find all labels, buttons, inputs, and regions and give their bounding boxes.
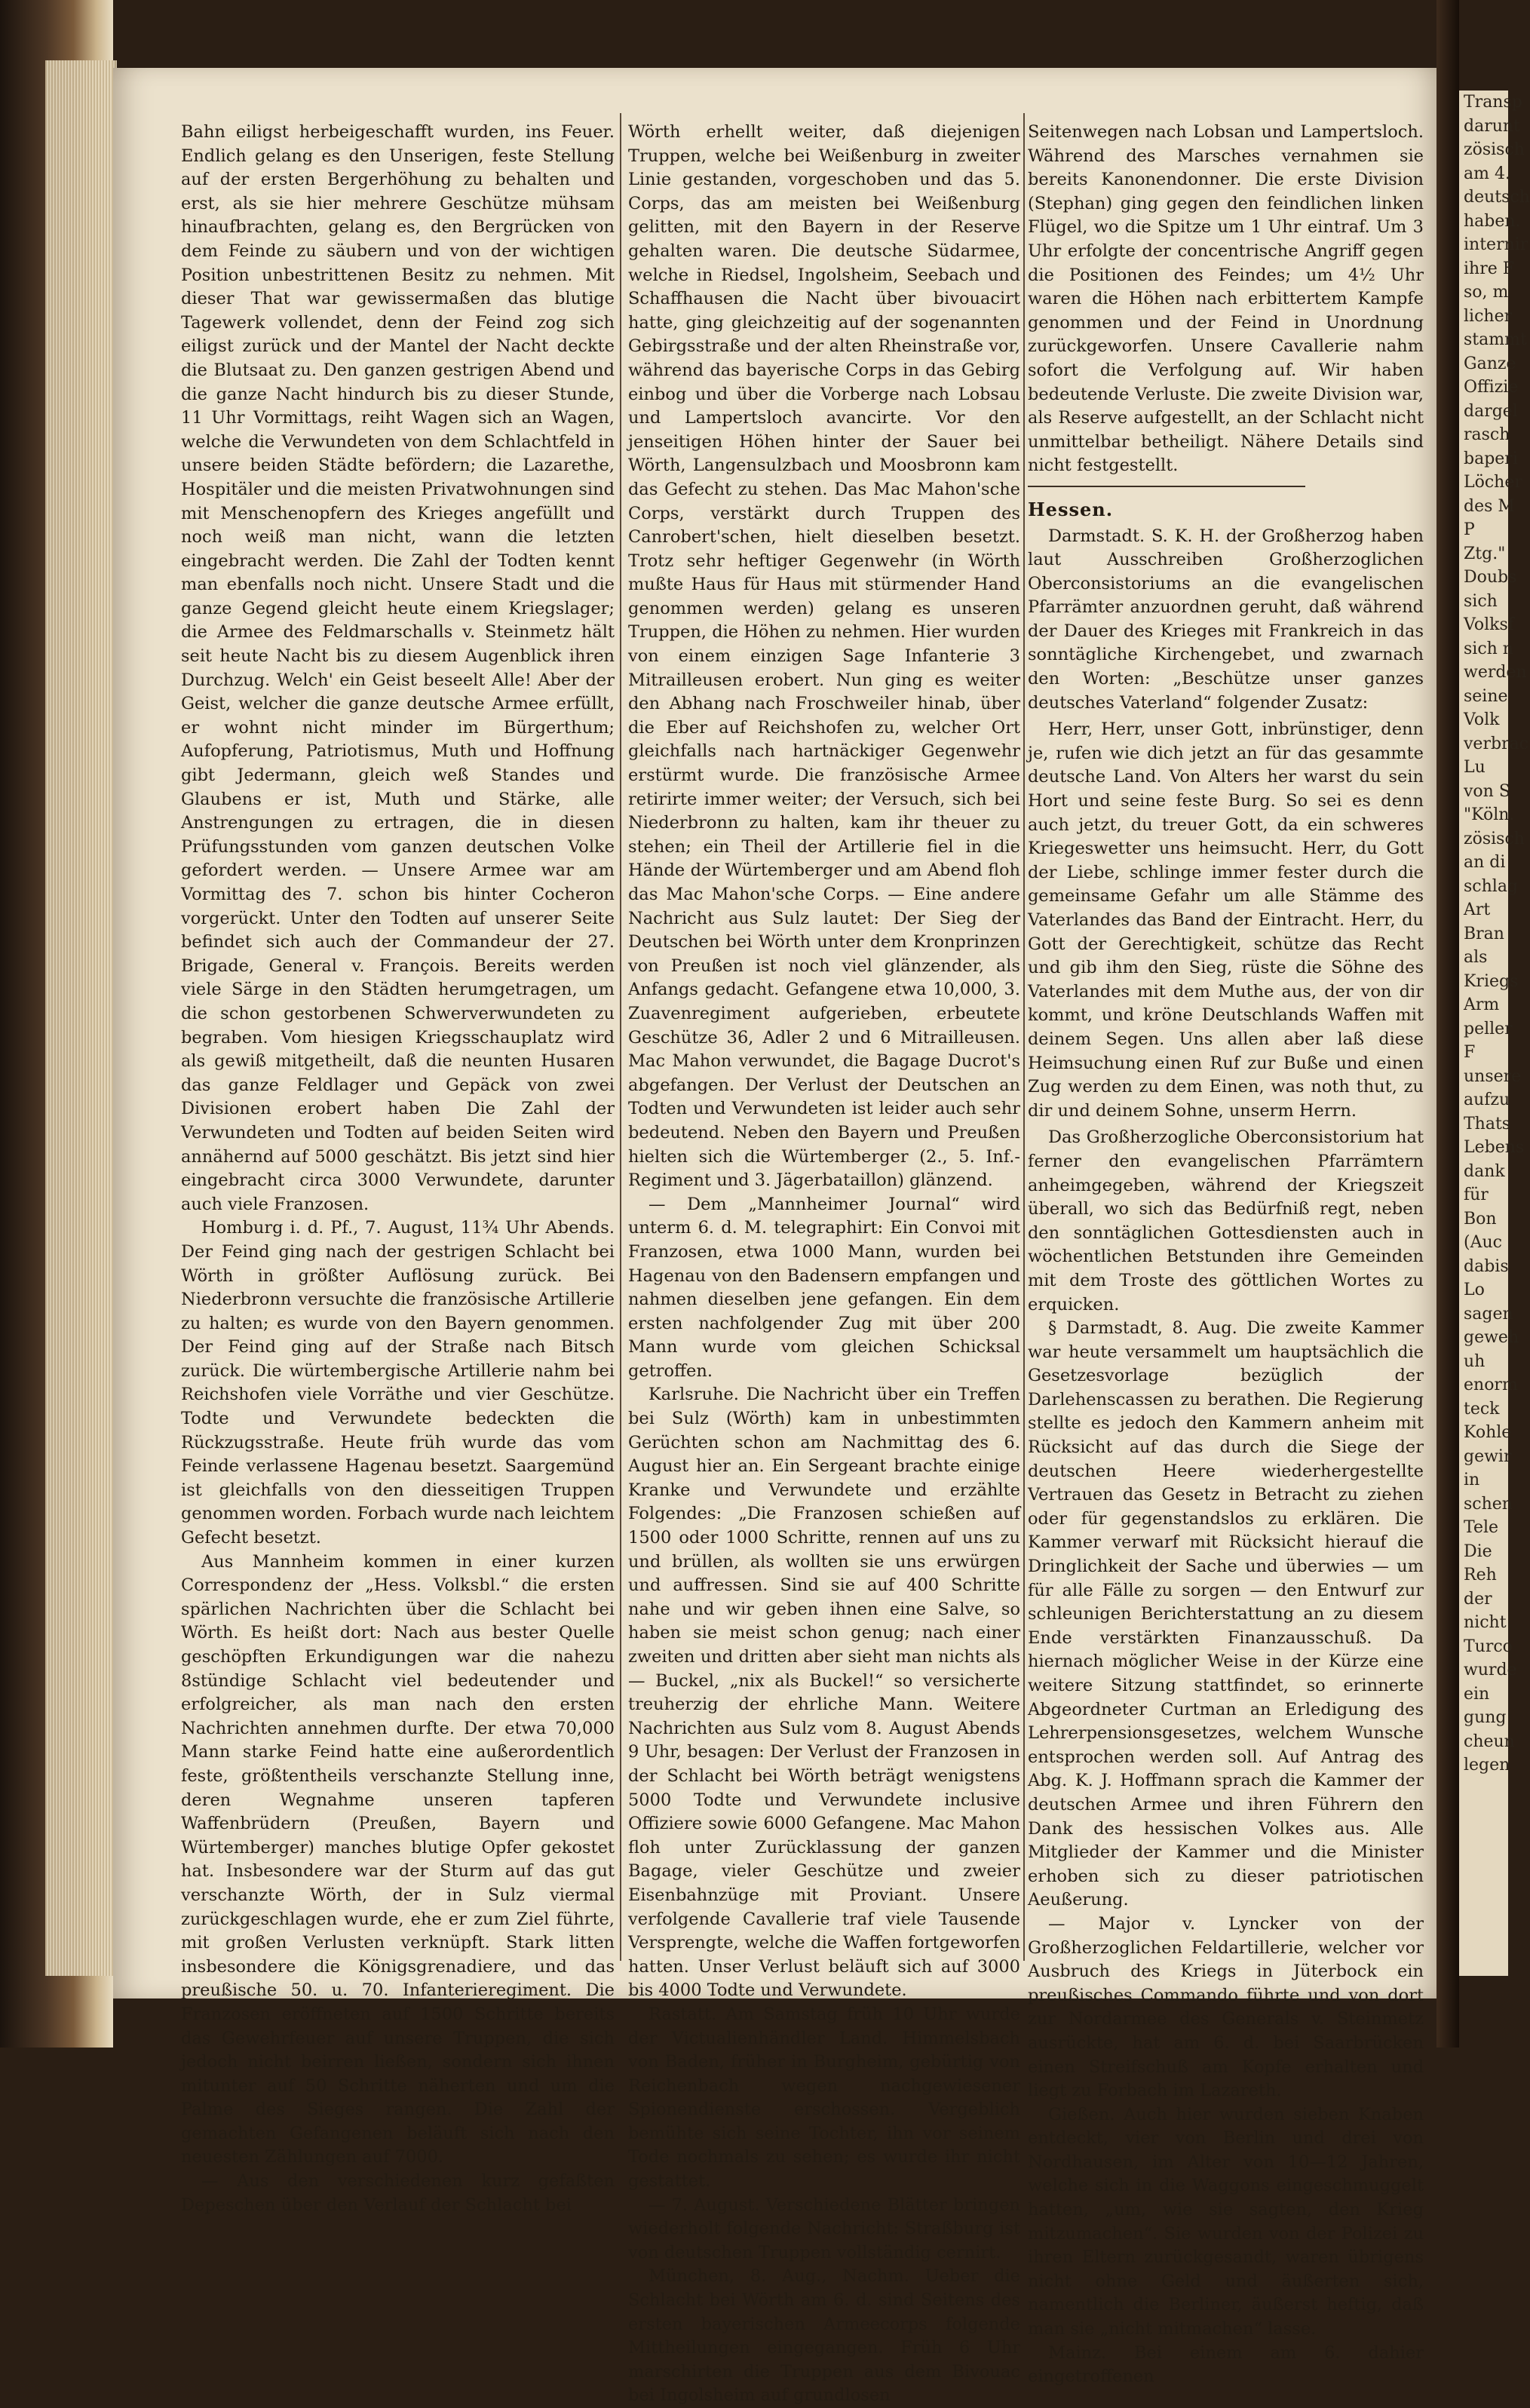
section-divider [1028, 486, 1305, 487]
article-paragraph: § Darmstadt, 8. Aug. Die zweite Kammer war heute versammelt um hauptsächlich die Gesetzesvorlage bezüglich der Darlehenscassen zu berathen. Die Regierung stellte es jedoch den Kammern anheim mit Rücksicht auf das durch die Siege der deutschen Heere wiederhergestellte Vertrauen das Gesetz in Betracht zu ziehen oder für gegenstandslos zu erklären. Die Kammer verwarf mit Rücksicht hierauf die Dringlichkeit der Sache und überwies — um für alle Fälle zu sorgen — den Entwurf zur schleunigen Berichterstattung an zu diesem Ende verstärkten Finanzausschuß. Da hiernach möglicher Weise in der Kürze eine weitere Sitzung stattfindet, so erinnerte Abgeordneter Curtman an Erledigung des Lehrerpensionsgesetzes, welchem Wunsche entsprochen werden soll. Auf Antrag des Abg. K. J. Hoffmann sprach die Kammer der deutschen Armee und ihren Führern den Dank des hessischen Volkes aus. Alle Mitglieder der Kammer und die Minister erhoben sich zu dieser patriotischen Aeußerung. [1028, 1318, 1424, 1910]
article-paragraph: Darmstadt. S. K. H. der Großherzog haben laut Ausschreiben Großherzoglichen Oberconsistoriums an die evangelischen Pfarrämter anzuordnen geruht, daß während der Dauer des Krieges mit Frankreich in das sonntägliche Kirchengebet, und zwarnach den Worten: „Beschütze unser ganzes deutsches Vaterland“ folgender Zusatz: [1028, 526, 1424, 713]
prayer-text: Herr, Herr, unser Gott, inbrünstiger, denn je, rufen wie dich jetzt an für das gesammte deutsche Land. Von Alters her warst du sein Hort und seine feste Burg. So sei es denn auch jetzt, du treuer Gott, da ein schweres Kriegeswetter uns heimsucht. Herr, du Gott der Liebe, schlinge immer fester durch die gemeinsame Gefahr um alle Stämme des Vaterlandes das Band der Eintracht. Herr, du Gott der Gerechtigkeit, schütze das Recht und gib ihm den Sieg, rüste die Söhne des Vaterlandes mit dem Muthe aus, der von dir kommt, und kröne Deutschlands Waffen mit deinem Segen. Uns allen aber laß diese Heimsuchung einen Ruf zur Buße und einen Zug werden zu dem Einen, was noth thut, zu dir und deinem Sohne, unserm Herrn. [1028, 719, 1424, 1121]
next-page-line: zösisch [1464, 829, 1525, 848]
article-paragraph: Seitenwegen nach Lobsan und Lampertsloch. Während des Marsches vernahmen sie bereits Kanonendonner. Die erste Division (Stephan) ging gegen den feindlichen linken Flügel, wo die Spitze um 1 Uhr eintraf. Um 3 Uhr erfolgte der concentrische Angriff gegen die Positionen des Feindes; um 4½ Uhr waren die Höhen nach erbittertem Kampfe genommen und der Feind in Unordnung zurückgeworfen. Unsere Cavallerie nahm sofort die Verfolgung auf. Wir haben bedeutende Verluste. Die zweite Division war, als Reserve aufgestellt, an der Schlacht nicht unmittelbar betheiligt. Nähere Details sind nicht festgestellt. [1028, 122, 1424, 476]
next-page-line: Transp [1464, 93, 1522, 112]
next-page-line: aufzu [1464, 1091, 1510, 1109]
next-page-line: gung [1464, 1708, 1507, 1727]
next-page-line: am 4. [1464, 164, 1510, 183]
next-page-line: darunt [1464, 116, 1520, 136]
article-paragraph: Mainz. Bei einem am 6. dahier eingetroffenen [1028, 2342, 1424, 2387]
next-page-line: Doubs [1464, 568, 1517, 587]
next-page-line: P [1464, 520, 1475, 539]
article-paragraph: — Dem „Mannheimer Journal“ wird unterm 6. d. M. telegraphirt: Ein Convoi mit Franzosen, etwa 1000 Mann, wurden bei Hagenau von den Badensern empfangen und nahmen dieselben jene gefangen. Ein dem ersten nachfolgender Zug mit über 200 Mann wurde vom gleichen Schicksal getroffen. [628, 1194, 1020, 1381]
next-page-line: für [1464, 1186, 1489, 1204]
next-page-line: internir [1464, 235, 1528, 254]
next-page-line: dargel [1464, 401, 1518, 421]
next-page-line: ihre F [1464, 259, 1514, 278]
next-page-line: Kriegs [1464, 971, 1519, 991]
next-page-line: Bon [1464, 1209, 1497, 1229]
next-page-line: sich [1464, 591, 1498, 611]
column-2 [628, 121, 1020, 2408]
next-page-line: als [1464, 948, 1488, 967]
article-paragraph: München, 8. Aug., Nachm. Ueber die Schlacht bei Wörth am 6. d. sind Seitens des ersten bayerischen Armeecorps folgende Mittheilungen eingegangen. Früh 6 Uhr marschirten die Truppen aus dem Bivouac bei Ingolsheim auf grundlosen [628, 2266, 1020, 2406]
article-paragraph: Aus Mannheim kommen in einer kurzen Correspondenz der „Hess. Volksbl.“ die ersten spärlichen Nachrichten über die Schlacht bei Wörth. Es heißt dort: Nach aus bester Quelle geschöpften Erkundigungen war die nahezu 8stündige Schlacht viel bedeutender und erfolgreicher, als man nach den ersten Nachrichten annehmen durfte. Der etwa 70,000 Mann starke Feind hatte eine außerordentlich feste, größtentheils verschanzte Stellung inne, deren Wegnahme unseren tapferen Waffenbrüdern (Preußen, Bayern und Würtemberger) manches blutige Opfer gekostet hat. Insbesondere war der Sturm auf das gut verschanzte Wörth, der in Sulz viermal zurückgeschlagen wurde, ehe er zum Ziel führte, mit großen Verlusten verknüpft. Stark litten insbesondere die Königsgrenadiere, und das preußische 50. u. 70. Infanterieregiment. Die Franzosen eröffneten auf 1500 Schritte bereits das Gewehrfeuer auf unsere Truppen, die sich jedoch nicht beirren ließen, sondern sich ihnen mitunter auf 50 Schritte näherten und um die Palme des Sieges rangen. Die Zahl der gemachten Gefangenen beläuft sich nach den neuesten Zählungen auf 7000. [181, 1551, 615, 2167]
article-paragraph: Wörth erhellt weiter, daß diejenigen Truppen, welche bei Weißenburg in zweiter Linie gestanden, vorgeschoben und das 5. Corps, das am meisten bei Weißenburg gelitten, mit den Bayern in der Reserve gehalten waren. Die deutsche Südarmee, welche in Riedsel, Ingolsheim, Seebach und Schaffhausen die Nacht über bivouacirt hatte, ging gleichzeitig auf der sogenannten Gebirgsstraße und der alten Rheinstraße vor, während das bayerische Corps in das Gebirg einbog und über die Vorberge nach Lobsau und Lampertsloch avancirte. Vor den jenseitigen Höhen hinter der Sauer bei Wörth, Langensulzbach und Moosbronn kam das Gefecht zu stehen. Das Mac Mahon'sche Corps, verstärkt durch Truppen des Canrobert'schen, hielt dieselben besetzt. Trotz sehr heftiger Gegenwehr (in Wörth mußte Haus für Haus mit stürmender Hand genommen werden) gelang es unseren Truppen, die Höhen zu nehmen. Hier wurden von einem einzigen Sage Infanterie 3 Mitrailleusen erobert. Nun ging es weiter den Abhang nach Froschweiler hinab, über die Eber auf Reichshofen zu, welcher Ort gleichfalls nach hartnäckiger Gegenwehr erstürmt wurde. Die französische Armee retirirte immer weiter; der Versuch, sich bei Niederbronn zu halten, kam ihr theuer zu stehen; ein Theil der Artillerie fiel in die Hände der Würtemberger und am Abend floh das Mac Mahon'sche Corps. — Eine andere Nachricht aus Sulz lautet: Der Sieg der Deutschen bei Wörth unter dem Kronprinzen von Preußen ist noch viel glänzender, als Anfangs gedacht. Gefangene etwa 10,000, 3. Zuavenregiment aufgerieben, erbeutete Geschütze 36, Adler 2 und 6 Mitrailleusen. Mac Mahon verwundet, die Bagage Ducrot's abgefangen. Der Verlust der Deutschen an Todten und Verwundeten ist leider auch sehr bedeutend. Neben den Bayern und Preußen hielten sich die Würtemberger (2., 5. Inf.-Regiment und 3. Jägerbataillon) glänzend. [628, 122, 1020, 1191]
next-page-line: haben. [1464, 211, 1521, 231]
next-page-line: dank [1464, 1161, 1505, 1181]
next-page-line: werden [1464, 663, 1527, 682]
next-page-line: (Auc [1464, 1233, 1502, 1252]
next-page-line: sagen [1464, 1304, 1513, 1324]
next-page-line: Lebens [1464, 1138, 1525, 1157]
next-page-line: teck [1464, 1399, 1500, 1419]
article-paragraph: Karlsruhe. Die Nachricht über ein Treffen bei Sulz (Wörth) kam in unbestimmten Gerüchten schon am Nachmittag des 6. August hier an. Ein Sergeant brachte einige Kranke und Verwundete und erzählte Folgendes: „Die Franzosen schießen auf 1500 oder 1000 Schritte, rennen auf uns zu und brüllen, als wollten sie uns erwürgen und auffressen. Sind sie auf 400 Schritte nahe und wir geben ihnen eine Salve, so haben sie meist schon genug; nach einer zweiten und dritten aber sieht man nichts als — Buckel, „nix als Buckel!“ so versicherte treuherzig der ehrliche Mann. Weitere Nachrichten aus Sulz vom 8. August Abends 9 Uhr, besagen: Der Verlust der Franzosen in der Schlacht bei Wörth beträgt wenigstens 5000 Todte und Verwundete inclusive Offiziere sowie 6000 Gefangene. Mac Mahon floh unter Zurücklassung der ganzen Bagage, vieler Geschütze und zweier Eisenbahnzüge mit Proviant. Unsere verfolgende Cavallerie traf viele Tausende Versprengte, welche die Waffen fortgeworfen hatten. Unser Verlust beläuft sich auf 3000 bis 4000 Todte und Verwundete. [628, 1385, 1020, 2001]
next-page-line: Thats [1464, 1114, 1511, 1133]
next-page-line: verbrac [1464, 734, 1529, 753]
next-page-line: ein [1464, 1684, 1490, 1704]
article-paragraph: Rastatt. Am Samstag früh 10 Uhr wurde der Victualienhändler Land. Himmelsbach von Baden, früher in Burgheim, gebürtig von Reichenbach wegen nachgewiesener Spionendienste erschossen. Vergeblich bemühte sich seine Tochter, ihn vor seinem Tode nochmals zu sehen; es wurde ihr nicht gestattet. [628, 2004, 1020, 2192]
next-page-fragment [1459, 90, 1530, 1976]
next-page-line: uh [1464, 1351, 1486, 1371]
next-page-line: wurde [1464, 1661, 1517, 1679]
section-heading: Hessen. [1028, 498, 1114, 520]
next-page-line: an di [1464, 853, 1506, 872]
next-page-line: von S [1464, 781, 1510, 801]
article-paragraph: Homburg i. d. Pf., 7. August, 11¾ Uhr Abends. Der Feind ging nach der gestrigen Schlacht bei Wörth in größter Auflösung zurück. Bei Niederbronn versuchte die französische Artillerie zu halten; es wurde von den Bayern genommen. Der Feind ging auf der Straße nach Bitsch zurück. Die würtembergische Artillerie nahm bei Reichshofen viele Vorräthe und vier Geschütze. Todte und Verwundete bedeckten die Rückzugsstraße. Heute früh wurde das vom Feinde verlassene Hagenau besetzt. Saargemünd ist gleichfalls von den diesseitigen Truppen genommen worden. Forbach wurde nach leichtem Gefecht besetzt. [181, 1218, 615, 1548]
next-page-line: der [1464, 1589, 1492, 1609]
next-page-line: Löcher [1464, 473, 1522, 492]
next-page-line: Lu [1464, 758, 1486, 777]
next-page-line: legen [1464, 1756, 1510, 1775]
article-paragraph: — 7. August. Verschiedene Blätter bringen wiederholt folgende Nachricht: Straßburg ist von deutschen Truppen vollständig cernirt. [628, 2195, 1020, 2262]
next-page-line: Offizie [1464, 378, 1519, 397]
article-paragraph: — Major v. Lyncker von der Großherzoglichen Feldartillerie, welcher vor Ausbruch des Kriegs in Jüterbock ein preußisches Commando führte und von dort zur Nordarmee des Generals v. Steinmetz ausrückte, hat am 6. d. bei Saarbrücken einen Streifschuß am Kopfe erhalten und liegt zu Forbach im Lazareth. [1028, 1913, 1424, 2101]
next-page-line: enorm [1464, 1376, 1518, 1394]
next-page-line: Die [1464, 1541, 1492, 1561]
next-page-line: deutsch [1464, 188, 1530, 207]
next-page-line: Reh [1464, 1566, 1497, 1584]
next-page-line: zösisch [1464, 140, 1525, 159]
next-page-line: Lo [1464, 1281, 1485, 1299]
next-page-line: in [1464, 1471, 1480, 1489]
article-paragraph: Das Großherzogliche Oberconsistorium hat ferner den evangelischen Pfarrämtern anheimgegeben, während der Kriegszeit überall, wo sich das Bedürfniß regt, neben den sonntäglichen Gottesdiensten auch in wöchentlichen Betstunden ihre Gemeinden mit dem Troste des göttlichen Wortes zu erquicken. [1028, 1127, 1424, 1314]
next-page-line: Tele [1464, 1518, 1499, 1537]
next-page-line: Ganze [1464, 354, 1516, 373]
next-page-line: licher [1464, 306, 1513, 326]
next-page-line: Bran [1464, 924, 1504, 943]
next-page-line: dabis [1464, 1256, 1509, 1276]
next-page-line: geweh [1464, 1328, 1519, 1347]
next-page-line: seine [1464, 686, 1508, 706]
next-page-line: sich n [1464, 639, 1513, 658]
next-page-line: F [1464, 1043, 1476, 1062]
next-page-line: schen [1464, 1494, 1513, 1514]
next-page-line: unsere [1464, 1066, 1522, 1086]
page-edges [45, 60, 117, 1976]
column-rule-1 [620, 113, 621, 1961]
next-page-line: Kohle [1464, 1423, 1512, 1442]
next-page-line: nicht [1464, 1613, 1507, 1632]
column-1 [181, 121, 615, 2217]
next-page-line: "Köln. [1464, 805, 1515, 824]
next-page-line: Art [1464, 900, 1491, 919]
next-page-line: baperi [1464, 449, 1518, 468]
article-paragraph: — Aus den verschiedenen kurz gefaßten Depeschen über den Verlauf der Schlacht bei [181, 2171, 615, 2215]
next-page-line: rasch [1464, 425, 1510, 444]
next-page-line: cheun [1464, 1732, 1515, 1751]
next-page-line: stammt [1464, 330, 1527, 349]
next-page-line: des M [1464, 496, 1515, 516]
next-page-line: schlag [1464, 876, 1519, 896]
article-paragraph: Bahn eiligst herbeigeschafft wurden, ins Feuer. Endlich gelang es den Unserigen, feste Stellung auf der ersten Bergerhöhung zu behalten und erst, als sie hier mehrere Geschütze mühsam hinaufbrachten, gelang es, den Bergrücken von dem Feinde zu säubern und von der wichtigen Position unbestrittenen Besitz zu nehmen. Mit dieser That war gewissermaßen das blutige Tagewerk vollendet, denn der Feind zog sich eiligst zurück und der Mantel der Nacht deckte die Blutsaat zu. Den ganzen gestrigen Abend und die ganze Nacht hindurch bis zu dieser Stunde, 11 Uhr Vormittags, reiht Wagen sich an Wagen, welche die Verwundeten von dem Schlachtfeld in unsere beiden Städte befördern; die Lazarethe, Hospitäler und die meisten Privatwohnungen sind mit Menschenopfern des Krieges angefüllt und noch weiß man nicht, wann die letzten eingebracht werden. Die Zahl der Todten kennt man ebenfalls noch nicht. Unsere Stadt und die ganze Gegend gleicht heute einem Kriegslager; die Armee des Feldmarschalls v. Steinmetz hält seit heute Nacht bis zu diesem Augenblick ihren Durchzug. Welch' ein Geist beseelt Alle! Aber der Geist, welcher die ganze deutsche Armee erfüllt, er wohnt nicht minder im Bürgerthum; Aufopferung, Patriotismus, Muth und Hoffnung gibt Jedermann, gleich weß Standes und Glaubens er ist, Muth und Stärke, alle Anstrengungen zu ertragen, die in diesen Prüfungsstunden vom ganzen deutschen Volke gefordert werden. — Unsere Armee war am Vormittag des 7. schon bis hinter Cocheron vorgerückt. Unter den Todten auf unserer Seite befindet sich auch der Commandeur der 27. Brigade, General v. François. Bereits werden viele Särge in den Städten herumgetragen, um die schon gestorbenen Schwerverwundeten zu begraben. Vom hiesigen Kriegsschauplatz wird als gewiß mitgetheilt, daß die neunten Husaren das ganze Feldlager und Gepäck von zwei Divisionen erobert haben Die Zahl der Verwundeten und Todten auf beiden Seiten wird annähernd auf 5000 geschätzt. Bis jetzt sind hier eingebracht circa 3000 Verwundete, darunter auch viele Franzosen. [181, 122, 615, 1214]
column-rule-2 [1023, 113, 1025, 1961]
next-page-line: Ztg." [1464, 544, 1506, 563]
next-page-line: Volksf [1464, 615, 1514, 634]
book-gutter [1436, 0, 1459, 2048]
next-page-line: gewir [1464, 1446, 1512, 1466]
next-page-line: peller [1464, 1019, 1513, 1038]
next-page-line: Arm [1464, 995, 1500, 1014]
article-paragraph: Gießen. Auch hier wurden sieben Knaben entdeckt, vier von Berlin und drei von Nordhausen, im Alter von 10—12 Jahren, welche sich in die Waggons eingeschmuggelt hatten, „um, wie sie sagten, den Krieg mitzumachen“. Sie wurden von der Polizei zu ihren Eltern zurückgesandt, waren übrigens nicht ohne Geld und äußerten sich, namentlich die Berliner, äußerst heftig, daß man sie „nicht mitmachen“ lasse. [1028, 2104, 1424, 2339]
column-3 [1028, 121, 1424, 2389]
next-page-line: Turco [1464, 1637, 1513, 1656]
next-page-line: so, m [1464, 283, 1509, 302]
next-page-line: Volk [1464, 710, 1500, 729]
